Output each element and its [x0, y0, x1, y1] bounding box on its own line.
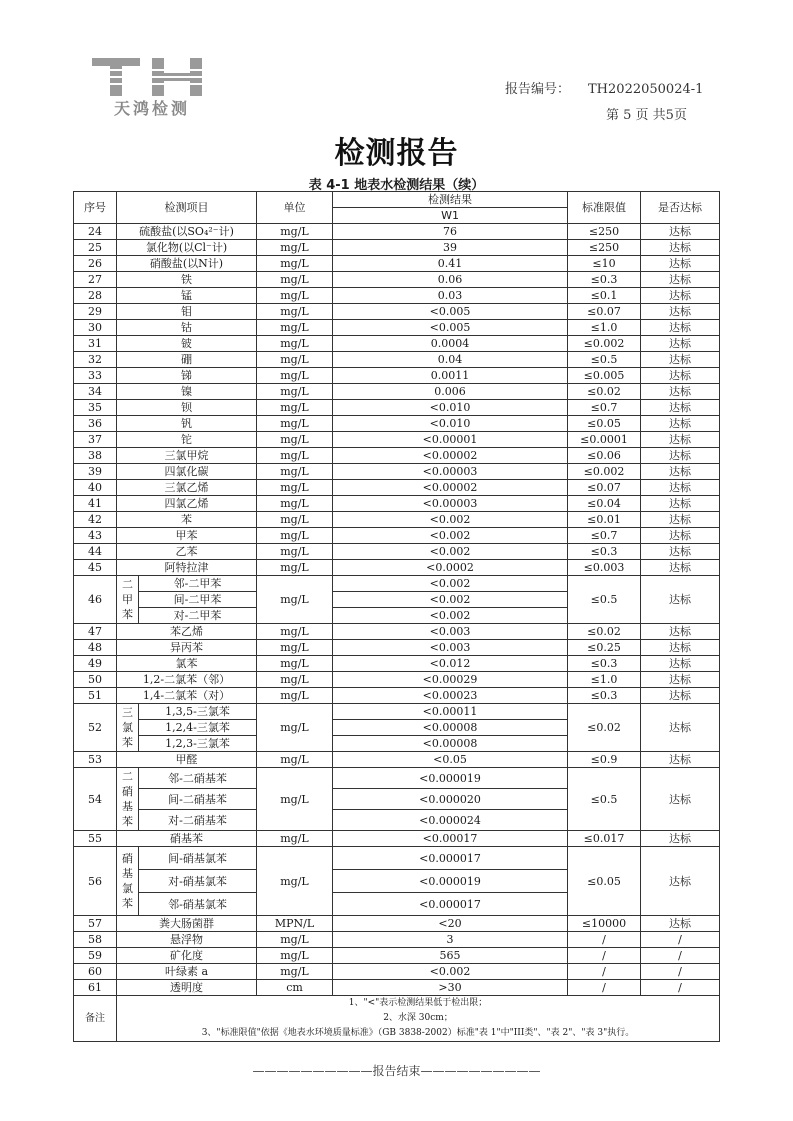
row-compliance: 达标	[641, 480, 720, 496]
row-result: 0.41	[333, 256, 568, 272]
th-logo-mark	[92, 56, 212, 96]
row-unit: mg/L	[257, 304, 333, 320]
table-row	[74, 916, 720, 932]
row-unit: cm	[257, 980, 333, 996]
row-seq: 38	[74, 448, 117, 464]
table-row	[74, 932, 720, 948]
row-unit: mg/L	[257, 352, 333, 368]
row-seq: 42	[74, 512, 117, 528]
report-number-label: 报告编号：	[505, 82, 571, 97]
row-result: <0.00001	[333, 432, 568, 448]
row-item: 钒	[117, 416, 257, 432]
table-row	[74, 448, 720, 464]
row-compliance: 达标	[641, 336, 720, 352]
row-limit: ≤250	[568, 240, 641, 256]
table-row	[74, 656, 720, 672]
row-compliance: 达标	[641, 400, 720, 416]
row-limit: ≤0.05	[568, 416, 641, 432]
row-result: 0.06	[333, 272, 568, 288]
table-row	[74, 384, 720, 400]
row-compliance: 达标	[641, 224, 720, 240]
row-item: 氯化物(以Cl⁻计)	[117, 240, 257, 256]
row-seq: 58	[74, 932, 117, 948]
row-item: 1,4-二氯苯（对）	[117, 688, 257, 704]
row-unit: mg/L	[257, 672, 333, 688]
table-row: 1,2,4-三氯苯 <0.00008	[74, 720, 720, 736]
table-row	[74, 304, 720, 320]
row-limit: ≤10	[568, 256, 641, 272]
table-row: 54 二硝基苯 邻-二硝基苯 mg/L <0.000019 ≤0.5 达标	[74, 768, 720, 789]
row-compliance: 达标	[641, 272, 720, 288]
row-seq: 32	[74, 352, 117, 368]
row-seq: 27	[74, 272, 117, 288]
row-limit: ≤0.1	[568, 288, 641, 304]
col-seq: 序号	[74, 192, 117, 224]
table-row	[74, 560, 720, 576]
table-row	[74, 672, 720, 688]
row-unit: mg/L	[257, 400, 333, 416]
table-row: 对-二硝基苯 <0.000024	[74, 810, 720, 831]
row-compliance: 达标	[641, 512, 720, 528]
row-item: 甲苯	[117, 528, 257, 544]
row-limit: /	[568, 932, 641, 948]
col-unit: 单位	[257, 192, 333, 224]
remarks-row	[74, 996, 720, 1042]
row-unit: mg/L	[257, 272, 333, 288]
table-row	[74, 544, 720, 560]
row-unit: mg/L	[257, 368, 333, 384]
row-compliance: 达标	[641, 688, 720, 704]
row-result: <0.00002	[333, 448, 568, 464]
table-row	[74, 948, 720, 964]
row-unit: mg/L	[257, 624, 333, 640]
table-body-g54	[74, 768, 720, 847]
row-result: 0.0011	[333, 368, 568, 384]
row-unit: mg/L	[257, 464, 333, 480]
row-result: <0.00023	[333, 688, 568, 704]
row-seq: 45	[74, 560, 117, 576]
row-result: 0.006	[333, 384, 568, 400]
table-row	[74, 432, 720, 448]
page-info: 第 5 页 共5页	[606, 108, 687, 123]
row-result: <0.003	[333, 640, 568, 656]
row-seq: 24	[74, 224, 117, 240]
row-limit: ≤0.04	[568, 496, 641, 512]
row-item: 铁	[117, 272, 257, 288]
row-compliance: 达标	[641, 352, 720, 368]
row-limit: ≤0.25	[568, 640, 641, 656]
row-compliance: 达标	[641, 496, 720, 512]
row-compliance: 达标	[641, 544, 720, 560]
row-result: 565	[333, 948, 568, 964]
table-row: 1,2,3-三氯苯 <0.00008	[74, 736, 720, 752]
table-row	[74, 640, 720, 656]
row-limit: ≤0.07	[568, 480, 641, 496]
row-item: 钴	[117, 320, 257, 336]
table-row: 55 硝基苯 mg/L <0.00017 ≤0.017 达标	[74, 831, 720, 847]
row-compliance: 达标	[641, 640, 720, 656]
row-seq: 49	[74, 656, 117, 672]
row-seq: 26	[74, 256, 117, 272]
row-seq: 39	[74, 464, 117, 480]
row-limit: /	[568, 980, 641, 996]
row-result: <0.00003	[333, 464, 568, 480]
row-limit: ≤0.7	[568, 400, 641, 416]
row-item: 阿特拉津	[117, 560, 257, 576]
table-body-g46	[74, 576, 720, 624]
table-row	[74, 224, 720, 240]
row-result: <0.002	[333, 528, 568, 544]
table-row	[74, 288, 720, 304]
row-limit: ≤0.003	[568, 560, 641, 576]
row-compliance: 达标	[641, 256, 720, 272]
row-item: 锰	[117, 288, 257, 304]
row-item: 硫酸盐(以SO₄²⁻计)	[117, 224, 257, 240]
table-body-a	[74, 224, 720, 576]
row-compliance: 达标	[641, 320, 720, 336]
row-compliance: 达标	[641, 240, 720, 256]
row-unit: mg/L	[257, 688, 333, 704]
row-seq: 34	[74, 384, 117, 400]
table-row: 46 二甲苯 邻-二甲苯 mg/L <0.002 ≤0.5 达标	[74, 576, 720, 592]
table-row	[74, 464, 720, 480]
row-item: 四氯乙烯	[117, 496, 257, 512]
row-item: 三氯乙烯	[117, 480, 257, 496]
row-limit: ≤0.5	[568, 352, 641, 368]
row-item: 镍	[117, 384, 257, 400]
table-row: 53 甲醛 mg/L <0.05 ≤0.9 达标	[74, 752, 720, 768]
row-compliance: /	[641, 948, 720, 964]
table-row	[74, 688, 720, 704]
row-item: 钡	[117, 400, 257, 416]
row-compliance: 达标	[641, 384, 720, 400]
row-unit: mg/L	[257, 224, 333, 240]
table-row	[74, 624, 720, 640]
row-item: 苯乙烯	[117, 624, 257, 640]
row-result: <0.003	[333, 624, 568, 640]
row-unit: mg/L	[257, 256, 333, 272]
row-seq: 50	[74, 672, 117, 688]
table-row	[74, 964, 720, 980]
row-compliance: 达标	[641, 448, 720, 464]
col-limit: 标准限值	[568, 192, 641, 224]
row-item: 钼	[117, 304, 257, 320]
table-row	[74, 980, 720, 996]
remark-line: 2、水深 30cm；	[383, 1013, 453, 1023]
row-seq: 33	[74, 368, 117, 384]
row-limit: ≤1.0	[568, 672, 641, 688]
page-title: 检测报告	[334, 136, 459, 171]
row-item: 四氯化碳	[117, 464, 257, 480]
row-item: 铊	[117, 432, 257, 448]
row-seq: 37	[74, 432, 117, 448]
row-result: >30	[333, 980, 568, 996]
row-limit: ≤0.06	[568, 448, 641, 464]
col-item: 检测项目	[117, 192, 257, 224]
row-unit: mg/L	[257, 948, 333, 964]
row-unit: mg/L	[257, 448, 333, 464]
row-result: <0.005	[333, 304, 568, 320]
row-unit: mg/L	[257, 528, 333, 544]
row-item: 异丙苯	[117, 640, 257, 656]
row-item: 锑	[117, 368, 257, 384]
row-unit: mg/L	[257, 240, 333, 256]
remarks-text	[117, 996, 720, 1042]
row-item: 粪大肠菌群	[117, 916, 257, 932]
row-seq: 47	[74, 624, 117, 640]
row-limit: ≤0.3	[568, 656, 641, 672]
row-unit: mg/L	[257, 288, 333, 304]
row-limit: ≤1.0	[568, 320, 641, 336]
table-remarks	[74, 996, 720, 1042]
table-row	[74, 416, 720, 432]
row-unit: mg/L	[257, 384, 333, 400]
table-row	[74, 336, 720, 352]
company-logo	[92, 56, 212, 118]
row-seq: 40	[74, 480, 117, 496]
row-result: <0.002	[333, 964, 568, 980]
row-limit: ≤0.7	[568, 528, 641, 544]
row-result: 39	[333, 240, 568, 256]
row-seq: 57	[74, 916, 117, 932]
row-unit: mg/L	[257, 932, 333, 948]
row-unit: mg/L	[257, 496, 333, 512]
table-row	[74, 256, 720, 272]
table-row	[74, 512, 720, 528]
row-unit: mg/L	[257, 544, 333, 560]
row-compliance: /	[641, 932, 720, 948]
col-sample-w1: W1	[333, 208, 568, 224]
row-unit: mg/L	[257, 640, 333, 656]
group-label: 二甲苯	[117, 576, 139, 624]
group-label: 硝基氯苯	[117, 847, 139, 916]
table-row	[74, 352, 720, 368]
row-result: <0.002	[333, 512, 568, 528]
row-item: 苯	[117, 512, 257, 528]
table-row	[74, 480, 720, 496]
col-result: 检测结果	[333, 192, 568, 208]
row-unit: mg/L	[257, 336, 333, 352]
row-result: <0.00003	[333, 496, 568, 512]
row-seq: 31	[74, 336, 117, 352]
row-limit: ≤250	[568, 224, 641, 240]
row-item: 叶绿素 a	[117, 964, 257, 980]
row-seq: 30	[74, 320, 117, 336]
row-unit: MPN/L	[257, 916, 333, 932]
row-limit: ≤0.002	[568, 336, 641, 352]
row-compliance: 达标	[641, 656, 720, 672]
row-compliance: 达标	[641, 916, 720, 932]
group-label: 三氯苯	[117, 704, 139, 752]
row-item: 矿化度	[117, 948, 257, 964]
row-limit: ≤0.01	[568, 512, 641, 528]
table-row	[74, 400, 720, 416]
report-number	[505, 78, 703, 97]
row-limit: ≤0.02	[568, 384, 641, 400]
remark-line: 1、"<"表示检测结果低于检出限；	[348, 998, 488, 1008]
results-table	[73, 191, 720, 1042]
row-compliance: 达标	[641, 288, 720, 304]
col-compliance: 是否达标	[641, 192, 720, 224]
row-unit: mg/L	[257, 432, 333, 448]
row-limit: ≤0.02	[568, 624, 641, 640]
row-seq: 29	[74, 304, 117, 320]
row-seq: 43	[74, 528, 117, 544]
row-result: <0.00029	[333, 672, 568, 688]
row-result: <0.012	[333, 656, 568, 672]
row-item: 三氯甲烷	[117, 448, 257, 464]
remark-line: 3、"标准限值"依据《地表水环境质量标准》（GB 3838-2002）标准"表 1"中"III类"、"表 2"、"表 3"执行。	[201, 1028, 635, 1038]
row-result: 0.03	[333, 288, 568, 304]
logo-text: 天鸿检测	[113, 99, 190, 118]
row-limit: ≤0.0001	[568, 432, 641, 448]
row-seq: 60	[74, 964, 117, 980]
row-compliance: 达标	[641, 368, 720, 384]
row-compliance: 达标	[641, 432, 720, 448]
row-compliance: 达标	[641, 528, 720, 544]
row-unit: mg/L	[257, 560, 333, 576]
table-body-g52	[74, 704, 720, 768]
row-result: <0.0002	[333, 560, 568, 576]
table-body-g56	[74, 847, 720, 916]
table-row	[74, 272, 720, 288]
row-seq: 44	[74, 544, 117, 560]
row-compliance: 达标	[641, 560, 720, 576]
remarks-label: 备注	[74, 996, 117, 1042]
row-unit: mg/L	[257, 480, 333, 496]
row-compliance: 达标	[641, 624, 720, 640]
row-compliance: /	[641, 980, 720, 996]
row-seq: 28	[74, 288, 117, 304]
row-result: <0.010	[333, 400, 568, 416]
table-row: 对-二甲苯 <0.002	[74, 608, 720, 624]
row-limit: /	[568, 948, 641, 964]
row-unit: mg/L	[257, 964, 333, 980]
row-limit: ≤0.07	[568, 304, 641, 320]
row-result: <0.00002	[333, 480, 568, 496]
table-row	[74, 240, 720, 256]
row-compliance: /	[641, 964, 720, 980]
row-limit: ≤0.002	[568, 464, 641, 480]
row-seq: 36	[74, 416, 117, 432]
table-row: 间-二甲苯 <0.002	[74, 592, 720, 608]
table-row	[74, 528, 720, 544]
row-limit: ≤0.005	[568, 368, 641, 384]
row-seq: 25	[74, 240, 117, 256]
row-result: <0.005	[333, 320, 568, 336]
row-compliance: 达标	[641, 672, 720, 688]
row-item: 乙苯	[117, 544, 257, 560]
table-caption: 表 4-1 地表水检测结果（续）	[308, 178, 485, 193]
row-unit: mg/L	[257, 656, 333, 672]
row-item: 氯苯	[117, 656, 257, 672]
row-item: 铍	[117, 336, 257, 352]
row-compliance: 达标	[641, 464, 720, 480]
table-row: 对-硝基氯苯 <0.000019	[74, 870, 720, 893]
row-limit: ≤0.3	[568, 272, 641, 288]
row-result: 3	[333, 932, 568, 948]
row-seq: 51	[74, 688, 117, 704]
table-row	[74, 320, 720, 336]
table-header-row	[74, 192, 720, 208]
row-seq: 41	[74, 496, 117, 512]
row-item: 硼	[117, 352, 257, 368]
row-seq: 48	[74, 640, 117, 656]
row-compliance: 达标	[641, 416, 720, 432]
table-row	[74, 496, 720, 512]
row-limit: /	[568, 964, 641, 980]
table-body-b	[74, 624, 720, 704]
table-row: 52 三氯苯 1,3,5-三氯苯 mg/L <0.00011 ≤0.02 达标	[74, 704, 720, 720]
row-unit: mg/L	[257, 320, 333, 336]
row-result: 0.0004	[333, 336, 568, 352]
row-result: 0.04	[333, 352, 568, 368]
row-compliance: 达标	[641, 304, 720, 320]
row-result: <20	[333, 916, 568, 932]
row-unit: mg/L	[257, 416, 333, 432]
table-row: 邻-硝基氯苯 <0.000017	[74, 893, 720, 916]
row-seq: 35	[74, 400, 117, 416]
row-item: 硝酸盐(以N计)	[117, 256, 257, 272]
row-result: 76	[333, 224, 568, 240]
report-number-value: TH2022050024-1	[588, 82, 704, 97]
row-item: 悬浮物	[117, 932, 257, 948]
row-seq: 61	[74, 980, 117, 996]
table-row	[74, 368, 720, 384]
row-item: 透明度	[117, 980, 257, 996]
row-limit: ≤10000	[568, 916, 641, 932]
row-item: 1,2-二氯苯（邻）	[117, 672, 257, 688]
row-result: <0.002	[333, 544, 568, 560]
row-seq: 59	[74, 948, 117, 964]
row-result: <0.010	[333, 416, 568, 432]
table-body-c	[74, 916, 720, 996]
report-end: ——————————报告结束——————————	[252, 1064, 541, 1078]
row-limit: ≤0.3	[568, 544, 641, 560]
group-label: 二硝基苯	[117, 768, 139, 831]
table-row: 56 硝基氯苯 间-硝基氯苯 mg/L <0.000017 ≤0.05 达标	[74, 847, 720, 870]
row-limit: ≤0.3	[568, 688, 641, 704]
table-row: 间-二硝基苯 <0.000020	[74, 789, 720, 810]
row-unit: mg/L	[257, 512, 333, 528]
